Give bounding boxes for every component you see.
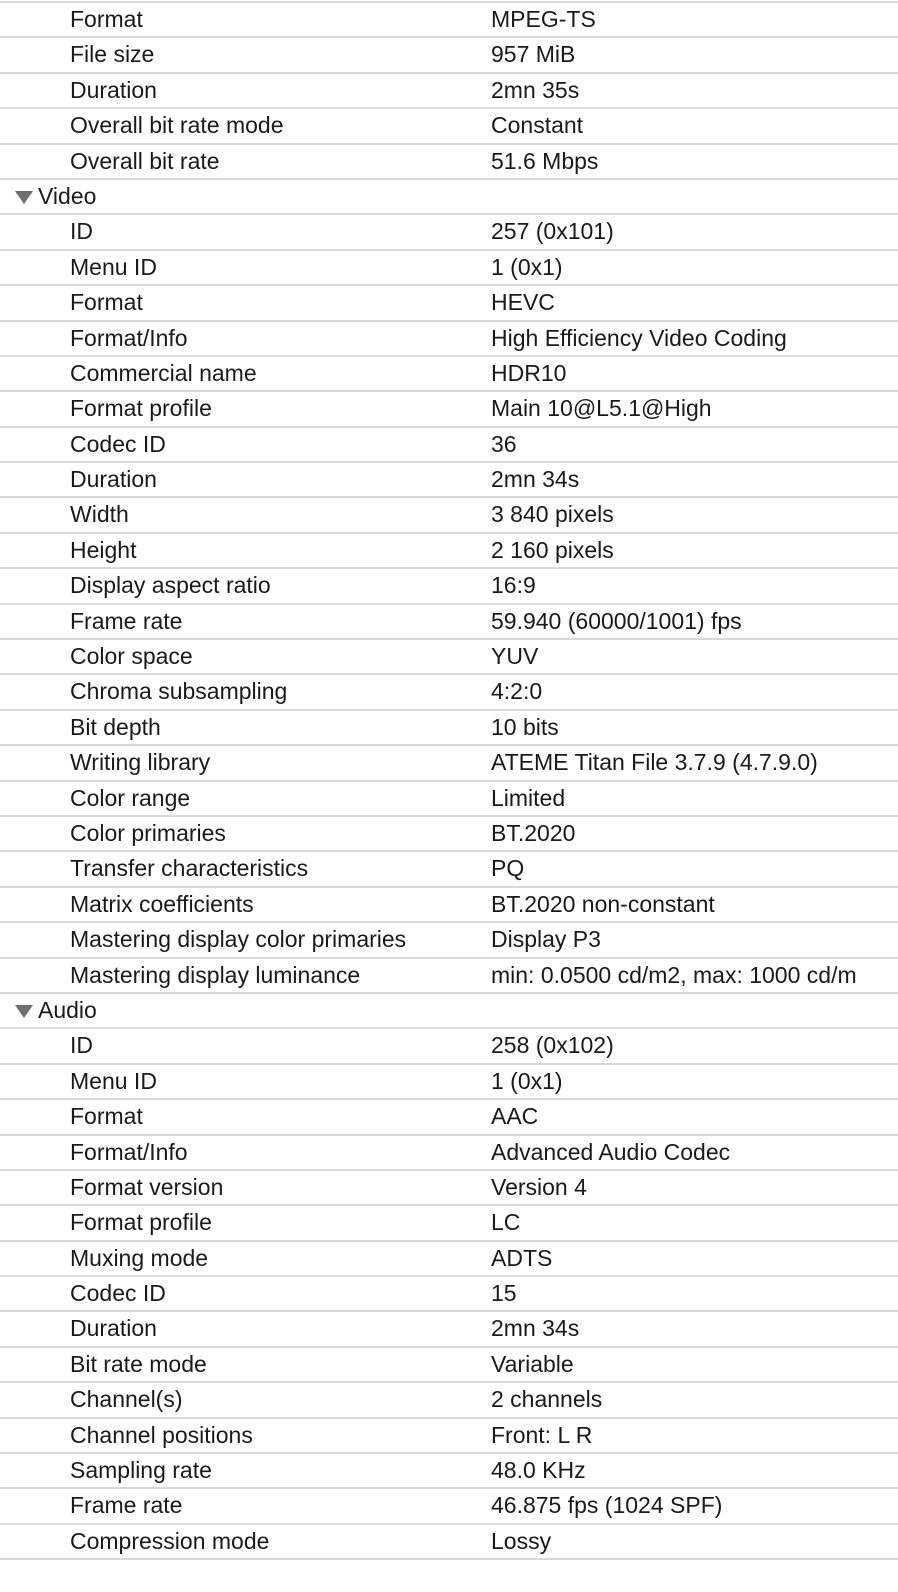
table-row[interactable] bbox=[0, 1312, 898, 1347]
property-name: Menu ID bbox=[70, 1067, 157, 1094]
table-row[interactable] bbox=[0, 1171, 898, 1206]
table-row[interactable] bbox=[0, 711, 898, 746]
table-row[interactable] bbox=[0, 1454, 898, 1489]
property-value: 2 160 pixels bbox=[491, 536, 614, 563]
table-row[interactable] bbox=[0, 569, 898, 604]
property-value: ADTS bbox=[491, 1244, 553, 1271]
property-value: 48.0 KHz bbox=[491, 1457, 586, 1484]
property-name: Color primaries bbox=[70, 819, 226, 846]
property-name: Frame rate bbox=[70, 607, 183, 634]
table-row[interactable] bbox=[0, 215, 898, 250]
property-name: Transfer characteristics bbox=[70, 855, 309, 882]
property-name: Writing library bbox=[70, 749, 211, 776]
table-row[interactable] bbox=[0, 357, 898, 392]
property-name: Duration bbox=[70, 466, 157, 493]
property-name: Overall bit rate bbox=[70, 147, 220, 174]
table-row[interactable] bbox=[0, 498, 898, 533]
table-row[interactable] bbox=[0, 640, 898, 675]
table-row[interactable] bbox=[0, 534, 898, 569]
property-name: Format profile bbox=[70, 1209, 212, 1236]
property-value: Front: L R bbox=[491, 1421, 593, 1448]
property-value: Variable bbox=[491, 1350, 574, 1377]
property-value: Constant bbox=[491, 112, 584, 139]
property-value: MPEG-TS bbox=[491, 6, 596, 32]
property-name: ID bbox=[70, 218, 93, 245]
property-name: Format version bbox=[70, 1173, 224, 1200]
property-value: 957 MiB bbox=[491, 41, 576, 68]
property-value: HDR10 bbox=[491, 359, 567, 386]
table-row[interactable] bbox=[0, 1277, 898, 1312]
general-section bbox=[0, 3, 898, 180]
table-row[interactable] bbox=[0, 286, 898, 321]
property-value: BT.2020 bbox=[491, 819, 576, 846]
table-row[interactable] bbox=[0, 1206, 898, 1241]
table-row[interactable] bbox=[0, 392, 898, 427]
property-value: Main 10@L5.1@High bbox=[491, 395, 712, 422]
property-name: Sampling rate bbox=[70, 1457, 212, 1484]
disclosure-triangle-expanded-icon[interactable] bbox=[15, 1005, 33, 1018]
property-name: Duration bbox=[70, 1315, 157, 1342]
property-name: Overall bit rate mode bbox=[70, 112, 284, 139]
property-value: ATEME Titan File 3.7.9 (4.7.9.0) bbox=[491, 749, 818, 776]
property-value: 10 bits bbox=[491, 713, 559, 740]
table-row[interactable] bbox=[0, 322, 898, 357]
property-name: Mastering display luminance bbox=[70, 961, 361, 988]
property-name: ID bbox=[70, 1032, 93, 1059]
property-value: 258 (0x102) bbox=[491, 1032, 614, 1059]
table-row[interactable] bbox=[0, 675, 898, 710]
table-row[interactable] bbox=[0, 1383, 898, 1418]
property-value: 46.875 fps (1024 SPF) bbox=[491, 1492, 723, 1519]
audio-section-header[interactable] bbox=[0, 994, 898, 1029]
audio-section bbox=[0, 1029, 898, 1560]
table-row[interactable] bbox=[0, 463, 898, 498]
property-value: 2 channels bbox=[491, 1386, 603, 1413]
video-section bbox=[0, 215, 898, 994]
table-row[interactable] bbox=[0, 251, 898, 286]
property-name: Menu ID bbox=[70, 253, 157, 280]
property-name: Muxing mode bbox=[70, 1244, 209, 1271]
table-row[interactable] bbox=[0, 817, 898, 852]
property-name: Matrix coefficients bbox=[70, 890, 254, 917]
property-name: Codec ID bbox=[70, 1280, 166, 1307]
table-row[interactable] bbox=[0, 1029, 898, 1064]
property-value: 15 bbox=[491, 1280, 517, 1307]
property-value: Version 4 bbox=[491, 1173, 587, 1200]
property-name: Color range bbox=[70, 784, 191, 811]
property-name: Codec ID bbox=[70, 430, 166, 457]
property-name: Channel(s) bbox=[70, 1386, 183, 1413]
property-name: Width bbox=[70, 501, 129, 528]
table-row[interactable] bbox=[0, 1348, 898, 1383]
property-value: min: 0.0500 cd/m2, max: 1000 cd/m bbox=[491, 961, 857, 988]
table-row[interactable] bbox=[0, 109, 898, 144]
property-name: Format profile bbox=[70, 395, 212, 422]
property-value: HEVC bbox=[491, 289, 555, 316]
property-name: File size bbox=[70, 41, 155, 68]
property-name: Mastering display color primaries bbox=[70, 926, 407, 953]
property-value: 16:9 bbox=[491, 572, 536, 599]
property-value: Advanced Audio Codec bbox=[491, 1138, 731, 1165]
property-name: Bit depth bbox=[70, 713, 161, 740]
table-row[interactable] bbox=[0, 959, 898, 994]
property-value: 4:2:0 bbox=[491, 678, 543, 705]
property-value: 36 bbox=[491, 430, 517, 457]
property-name: Compression mode bbox=[70, 1527, 270, 1554]
property-name: Duration bbox=[70, 76, 157, 103]
property-value: Limited bbox=[491, 784, 566, 811]
table-row[interactable] bbox=[0, 852, 898, 887]
property-name: Format/Info bbox=[70, 324, 188, 351]
property-value: 3 840 pixels bbox=[491, 501, 614, 528]
property-name: Color space bbox=[70, 643, 193, 670]
property-name: Format bbox=[70, 6, 143, 32]
property-value: 2mn 34s bbox=[491, 1315, 580, 1342]
table-row[interactable] bbox=[0, 746, 898, 781]
table-row[interactable] bbox=[0, 605, 898, 640]
table-row[interactable] bbox=[0, 3, 898, 38]
table-row[interactable] bbox=[0, 1100, 898, 1135]
property-name: Commercial name bbox=[70, 359, 257, 386]
table-row[interactable] bbox=[0, 38, 898, 73]
table-row[interactable] bbox=[0, 1525, 898, 1560]
property-name: Display aspect ratio bbox=[70, 572, 271, 599]
audio-section-title: Audio bbox=[38, 996, 97, 1023]
table-row[interactable] bbox=[0, 1136, 898, 1171]
table-row[interactable] bbox=[0, 888, 898, 923]
property-value: 51.6 Mbps bbox=[491, 147, 599, 174]
table-row[interactable] bbox=[0, 428, 898, 463]
property-name: Channel positions bbox=[70, 1421, 253, 1448]
property-value: 2mn 34s bbox=[491, 466, 580, 493]
property-value: YUV bbox=[491, 643, 539, 670]
property-value: 1 (0x1) bbox=[491, 1067, 563, 1094]
property-name: Format bbox=[70, 1103, 143, 1130]
table-row[interactable] bbox=[0, 1242, 898, 1277]
property-name: Height bbox=[70, 536, 137, 563]
table-row[interactable] bbox=[0, 1065, 898, 1100]
property-value: LC bbox=[491, 1209, 521, 1236]
property-value: 59.940 (60000/1001) fps bbox=[491, 607, 742, 634]
table-row[interactable] bbox=[0, 1489, 898, 1524]
table-row[interactable] bbox=[0, 74, 898, 109]
property-value: Lossy bbox=[491, 1527, 552, 1554]
property-value: High Efficiency Video Coding bbox=[491, 324, 787, 351]
property-name: Format/Info bbox=[70, 1138, 188, 1165]
property-name: Frame rate bbox=[70, 1492, 183, 1519]
table-row[interactable] bbox=[0, 145, 898, 180]
table-row[interactable] bbox=[0, 923, 898, 958]
video-section-header[interactable] bbox=[0, 180, 898, 215]
property-value: 257 (0x101) bbox=[491, 218, 614, 245]
disclosure-triangle-expanded-icon[interactable] bbox=[15, 191, 33, 204]
property-value: AAC bbox=[491, 1103, 539, 1130]
property-name: Bit rate mode bbox=[70, 1350, 207, 1377]
property-value: BT.2020 non-constant bbox=[491, 890, 715, 917]
property-value: Display P3 bbox=[491, 926, 601, 953]
property-value: 2mn 35s bbox=[491, 76, 580, 103]
property-value: PQ bbox=[491, 855, 525, 882]
table-row[interactable] bbox=[0, 1419, 898, 1454]
property-name: Format bbox=[70, 289, 143, 316]
property-value: 1 (0x1) bbox=[491, 253, 563, 280]
table-row[interactable] bbox=[0, 782, 898, 817]
property-name: Chroma subsampling bbox=[70, 678, 288, 705]
video-section-title: Video bbox=[38, 182, 97, 209]
